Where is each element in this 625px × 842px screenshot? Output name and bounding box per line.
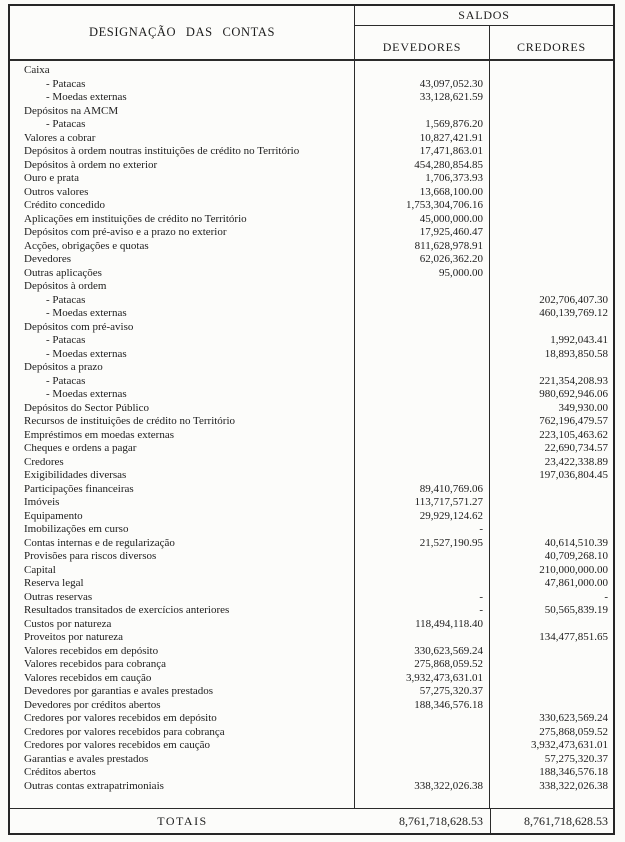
row-credores-value: 202,706,407.30	[539, 293, 608, 306]
table-row	[10, 469, 613, 483]
row-devedores-value	[355, 64, 490, 78]
table-row	[10, 105, 613, 119]
row-credores-value: 22,690,734.57	[544, 442, 608, 454]
table-row	[10, 564, 613, 578]
row-label: Reserva legal	[24, 577, 84, 589]
row-label: Outras reservas	[24, 590, 93, 603]
row-credores-value	[490, 645, 613, 659]
table-row	[10, 226, 613, 240]
row-devedores-value	[355, 712, 490, 726]
row-devedores-value: 118,494,118.40	[415, 617, 483, 630]
column-header-saldos: SALDOS	[355, 6, 613, 26]
row-credores-value	[490, 672, 613, 686]
row-devedores-value: -	[479, 523, 483, 535]
row-devedores-value	[355, 631, 490, 645]
table-row	[10, 388, 613, 402]
column-header-devedores: DEVEDORES	[355, 26, 490, 59]
row-credores-value	[490, 280, 613, 294]
table-row	[10, 213, 613, 227]
row-credores-value	[490, 699, 613, 713]
table-row	[10, 712, 613, 726]
row-devedores-value: 43,097,052.30	[419, 77, 483, 90]
table-row	[10, 726, 613, 740]
table-row	[10, 604, 613, 618]
table-row	[10, 118, 613, 132]
row-credores-value: 197,036,804.45	[539, 469, 608, 481]
row-devedores-value: 33,128,621.59	[419, 91, 483, 103]
row-credores-value	[490, 483, 613, 497]
table-row	[10, 699, 613, 713]
row-label: Credores por valores recebidos para cobrança	[24, 725, 225, 738]
row-label: Imobilizações em curso	[24, 523, 129, 535]
table-row	[10, 361, 613, 375]
row-label: Depósitos à ordem noutras instituições de crédito no Território	[24, 145, 300, 157]
row-devedores-value	[355, 105, 490, 119]
row-credores-value: -	[604, 590, 608, 603]
row-devedores-value: 275,868,059.52	[414, 658, 483, 670]
table-row	[10, 64, 613, 78]
table-row	[10, 145, 613, 159]
row-label: Depósitos na AMCM	[24, 104, 119, 117]
row-credores-value	[490, 159, 613, 173]
row-label: Capital	[24, 563, 56, 576]
column-divider-left	[354, 61, 356, 808]
table-row	[10, 658, 613, 672]
row-devedores-value: 454,280,854.85	[414, 158, 483, 171]
table-row	[10, 334, 613, 348]
row-label: - Patacas	[46, 293, 86, 306]
row-label: Outras aplicações	[24, 266, 102, 279]
table-row	[10, 550, 613, 564]
row-label: Credores por valores recebidos em depósito	[24, 712, 217, 724]
row-devedores-value: 89,410,769.06	[419, 482, 483, 495]
row-devedores-value: 21,527,190.95	[419, 536, 483, 549]
table-row	[10, 294, 613, 308]
table-row	[10, 685, 613, 699]
row-label: Outros valores	[24, 185, 89, 198]
row-credores-value: 210,000,000.00	[539, 563, 608, 576]
table-row	[10, 348, 613, 362]
row-credores-value	[490, 105, 613, 119]
row-credores-value: 40,709,268.10	[544, 550, 608, 562]
row-devedores-value	[355, 739, 490, 753]
table-row	[10, 618, 613, 632]
row-label: - Patacas	[46, 334, 86, 346]
row-credores-value	[490, 523, 613, 537]
table-row	[10, 645, 613, 659]
table-row	[10, 483, 613, 497]
row-devedores-value	[355, 280, 490, 294]
totals-row	[10, 808, 613, 833]
row-devedores-value	[355, 442, 490, 456]
row-label: Depósitos à ordem no exterior	[24, 158, 158, 171]
row-label: Valores recebidos em caução	[24, 671, 152, 684]
row-credores-value: 223,105,463.62	[539, 428, 608, 441]
row-credores-value: 980,692,946.06	[539, 388, 608, 400]
table-row	[10, 415, 613, 429]
row-devedores-value: 113,717,571.27	[414, 496, 483, 508]
row-label: Depósitos com pré-aviso	[24, 320, 134, 333]
row-credores-value: 18,893,850.58	[544, 347, 608, 360]
row-credores-value	[490, 253, 613, 267]
row-label: Garantias e avales prestados	[24, 752, 149, 765]
row-credores-value: 460,139,769.12	[539, 307, 608, 319]
row-credores-value: 330,623,569.24	[539, 712, 608, 724]
row-devedores-value	[355, 375, 490, 389]
row-label: Provisões para riscos diversos	[24, 550, 157, 562]
row-devedores-value	[355, 469, 490, 483]
row-devedores-value	[355, 415, 490, 429]
totals-credores-value: 8,761,718,628.53	[490, 809, 613, 833]
table-row	[10, 240, 613, 254]
row-label: Outras contas extrapatrimoniais	[24, 779, 164, 792]
row-label: - Patacas	[46, 77, 86, 90]
row-devedores-value	[355, 294, 490, 308]
balance-table	[8, 4, 615, 835]
row-label: Recursos de instituições de crédito no Território	[24, 415, 236, 427]
row-credores-value	[490, 78, 613, 92]
row-credores-value	[490, 685, 613, 699]
table-row	[10, 402, 613, 416]
row-credores-value	[490, 510, 613, 524]
table-row	[10, 78, 613, 92]
row-label: Valores recebidos para cobrança	[24, 658, 167, 670]
saldos-header-group	[355, 6, 613, 59]
table-row	[10, 496, 613, 510]
table-row	[10, 591, 613, 605]
row-label: Devedores	[24, 253, 72, 265]
row-credores-value	[490, 496, 613, 510]
row-credores-value: 221,354,208.93	[539, 374, 608, 387]
table-row	[10, 766, 613, 780]
row-devedores-value: 1,569,876.20	[425, 118, 483, 130]
table-row	[10, 375, 613, 389]
row-devedores-value	[355, 361, 490, 375]
row-label: Exigibilidades diversas	[24, 469, 127, 481]
row-devedores-value	[355, 334, 490, 348]
row-devedores-value: 811,628,978.91	[414, 239, 483, 252]
totals-devedores-value: 8,761,718,628.53	[399, 813, 483, 828]
table-row	[10, 307, 613, 321]
row-label: Depósitos a prazo	[24, 361, 103, 373]
row-credores-value: 50,565,839.19	[544, 604, 608, 616]
row-label: Crédito concedido	[24, 199, 105, 211]
row-credores-value	[490, 172, 613, 186]
row-credores-value	[490, 118, 613, 132]
row-label: Depósitos do Sector Público	[24, 401, 149, 414]
row-label: Credores por valores recebidos em caução	[24, 739, 211, 751]
row-credores-value: 349,930.00	[558, 401, 608, 414]
row-devedores-value: 188,346,576.18	[414, 698, 483, 711]
row-credores-value: 57,275,320.37	[544, 752, 608, 765]
table-row	[10, 267, 613, 281]
row-label: - Moedas externas	[46, 388, 127, 400]
table-row	[10, 780, 613, 794]
row-label: Custos por natureza	[24, 617, 112, 630]
row-credores-value	[490, 226, 613, 240]
row-credores-value: 338,322,026.38	[539, 779, 608, 792]
table-row	[10, 280, 613, 294]
row-label: - Moedas externas	[46, 91, 127, 103]
row-label: Depósitos à ordem	[24, 280, 107, 292]
row-devedores-value	[355, 321, 490, 335]
row-credores-value: 1,992,043.41	[550, 334, 608, 346]
row-credores-value	[490, 91, 613, 105]
row-label: - Patacas	[46, 118, 86, 130]
row-label: - Moedas externas	[46, 347, 127, 360]
row-credores-value: 275,868,059.52	[539, 725, 608, 738]
table-row	[10, 172, 613, 186]
row-credores-value: 134,477,851.65	[539, 631, 608, 643]
row-label: - Patacas	[46, 374, 86, 387]
row-devedores-value: 62,026,362.20	[419, 253, 483, 265]
row-credores-value	[490, 618, 613, 632]
row-credores-value	[490, 64, 613, 78]
row-devedores-value	[355, 388, 490, 402]
row-devedores-value	[355, 726, 490, 740]
row-label: Acções, obrigações e quotas	[24, 239, 149, 252]
row-devedores-value	[355, 402, 490, 416]
row-label: Valores recebidos em depósito	[24, 644, 159, 657]
row-devedores-value: 57,275,320.37	[419, 685, 483, 697]
table-row	[10, 537, 613, 551]
row-credores-value	[490, 186, 613, 200]
row-devedores-value	[355, 577, 490, 591]
row-devedores-value: 29,929,124.62	[419, 509, 483, 522]
table-row	[10, 199, 613, 213]
row-credores-value	[490, 267, 613, 281]
saldos-subheaders	[355, 26, 613, 59]
table-row	[10, 186, 613, 200]
row-label: Cheques e ordens a pagar	[24, 442, 137, 454]
totals-label: TOTAIS	[157, 813, 208, 828]
row-credores-value	[490, 213, 613, 227]
table-row	[10, 739, 613, 753]
row-credores-value	[490, 361, 613, 375]
row-label: Participações financeiras	[24, 482, 134, 495]
row-credores-value: 47,861,000.00	[544, 577, 608, 589]
table-row	[10, 753, 613, 767]
row-credores-value	[490, 658, 613, 672]
row-label: - Moedas externas	[46, 307, 127, 319]
table-row	[10, 321, 613, 335]
row-credores-value	[490, 240, 613, 254]
table-row	[10, 456, 613, 470]
row-credores-value	[490, 145, 613, 159]
row-devedores-value: 17,925,460.47	[419, 226, 483, 238]
table-row	[10, 159, 613, 173]
row-label: Empréstimos em moedas externas	[24, 428, 174, 441]
row-label: Resultados transitados de exercícios anteriores	[24, 604, 230, 616]
row-devedores-value	[355, 564, 490, 578]
row-devedores-value	[355, 307, 490, 321]
row-devedores-value: 45,000,000.00	[419, 212, 483, 225]
table-row	[10, 510, 613, 524]
row-devedores-value	[355, 550, 490, 564]
row-devedores-value: -	[479, 590, 483, 603]
row-label: Contas internas e de regularização	[24, 536, 175, 549]
row-devedores-value: -	[479, 604, 483, 616]
row-devedores-value: 330,623,569.24	[414, 644, 483, 657]
row-devedores-value	[355, 348, 490, 362]
row-label: Devedores por créditos abertos	[24, 698, 161, 711]
row-devedores-value: 3,932,473,631.01	[406, 671, 483, 684]
table-body	[10, 61, 613, 808]
row-devedores-value: 338,322,026.38	[414, 779, 483, 792]
row-label: Créditos abertos	[24, 766, 96, 778]
row-label: Imóveis	[24, 496, 60, 508]
row-label: Ouro e prata	[24, 172, 79, 184]
row-credores-value: 3,932,473,631.01	[531, 739, 608, 751]
table-row	[10, 91, 613, 105]
row-credores-value: 23,422,338.89	[544, 455, 608, 468]
column-header-designation: DESIGNAÇÃO DAS CONTAS	[10, 6, 355, 59]
row-devedores-value: 13,668,100.00	[419, 185, 483, 198]
row-devedores-value: 10,827,421.91	[419, 131, 483, 144]
column-header-credores: CREDORES	[516, 40, 587, 54]
row-label: Devedores por garantias e avales prestados	[24, 685, 214, 697]
row-credores-value: 40,614,510.39	[544, 536, 608, 549]
row-devedores-value	[355, 429, 490, 443]
row-devedores-value	[355, 456, 490, 470]
row-devedores-value: 1,753,304,706.16	[406, 199, 483, 211]
table-row	[10, 132, 613, 146]
row-credores-value	[490, 132, 613, 146]
row-devedores-value: 17,471,863.01	[419, 145, 483, 157]
row-devedores-value: 1,706,373.93	[425, 172, 483, 184]
row-label: Caixa	[24, 64, 50, 76]
row-label: Depósitos com pré-aviso e a prazo no exterior	[24, 226, 227, 238]
row-label: Equipamento	[24, 509, 83, 522]
row-devedores-value	[355, 753, 490, 767]
row-label: Credores	[24, 455, 64, 468]
table-row	[10, 672, 613, 686]
row-label: Aplicações em instituições de crédito no Território	[24, 212, 247, 225]
row-credores-value	[490, 321, 613, 335]
row-credores-value: 762,196,479.57	[539, 415, 608, 427]
table-row	[10, 523, 613, 537]
column-divider-right	[489, 61, 491, 808]
table-header	[10, 6, 613, 61]
row-label: Valores a cobrar	[24, 131, 96, 144]
table-row	[10, 631, 613, 645]
row-credores-value	[490, 199, 613, 213]
table-row	[10, 429, 613, 443]
row-credores-value: 188,346,576.18	[539, 766, 608, 778]
row-devedores-value: 95,000.00	[439, 266, 483, 279]
row-devedores-value	[355, 766, 490, 780]
table-row	[10, 577, 613, 591]
row-label: Proveitos por natureza	[24, 631, 123, 643]
table-row	[10, 442, 613, 456]
table-row	[10, 253, 613, 267]
